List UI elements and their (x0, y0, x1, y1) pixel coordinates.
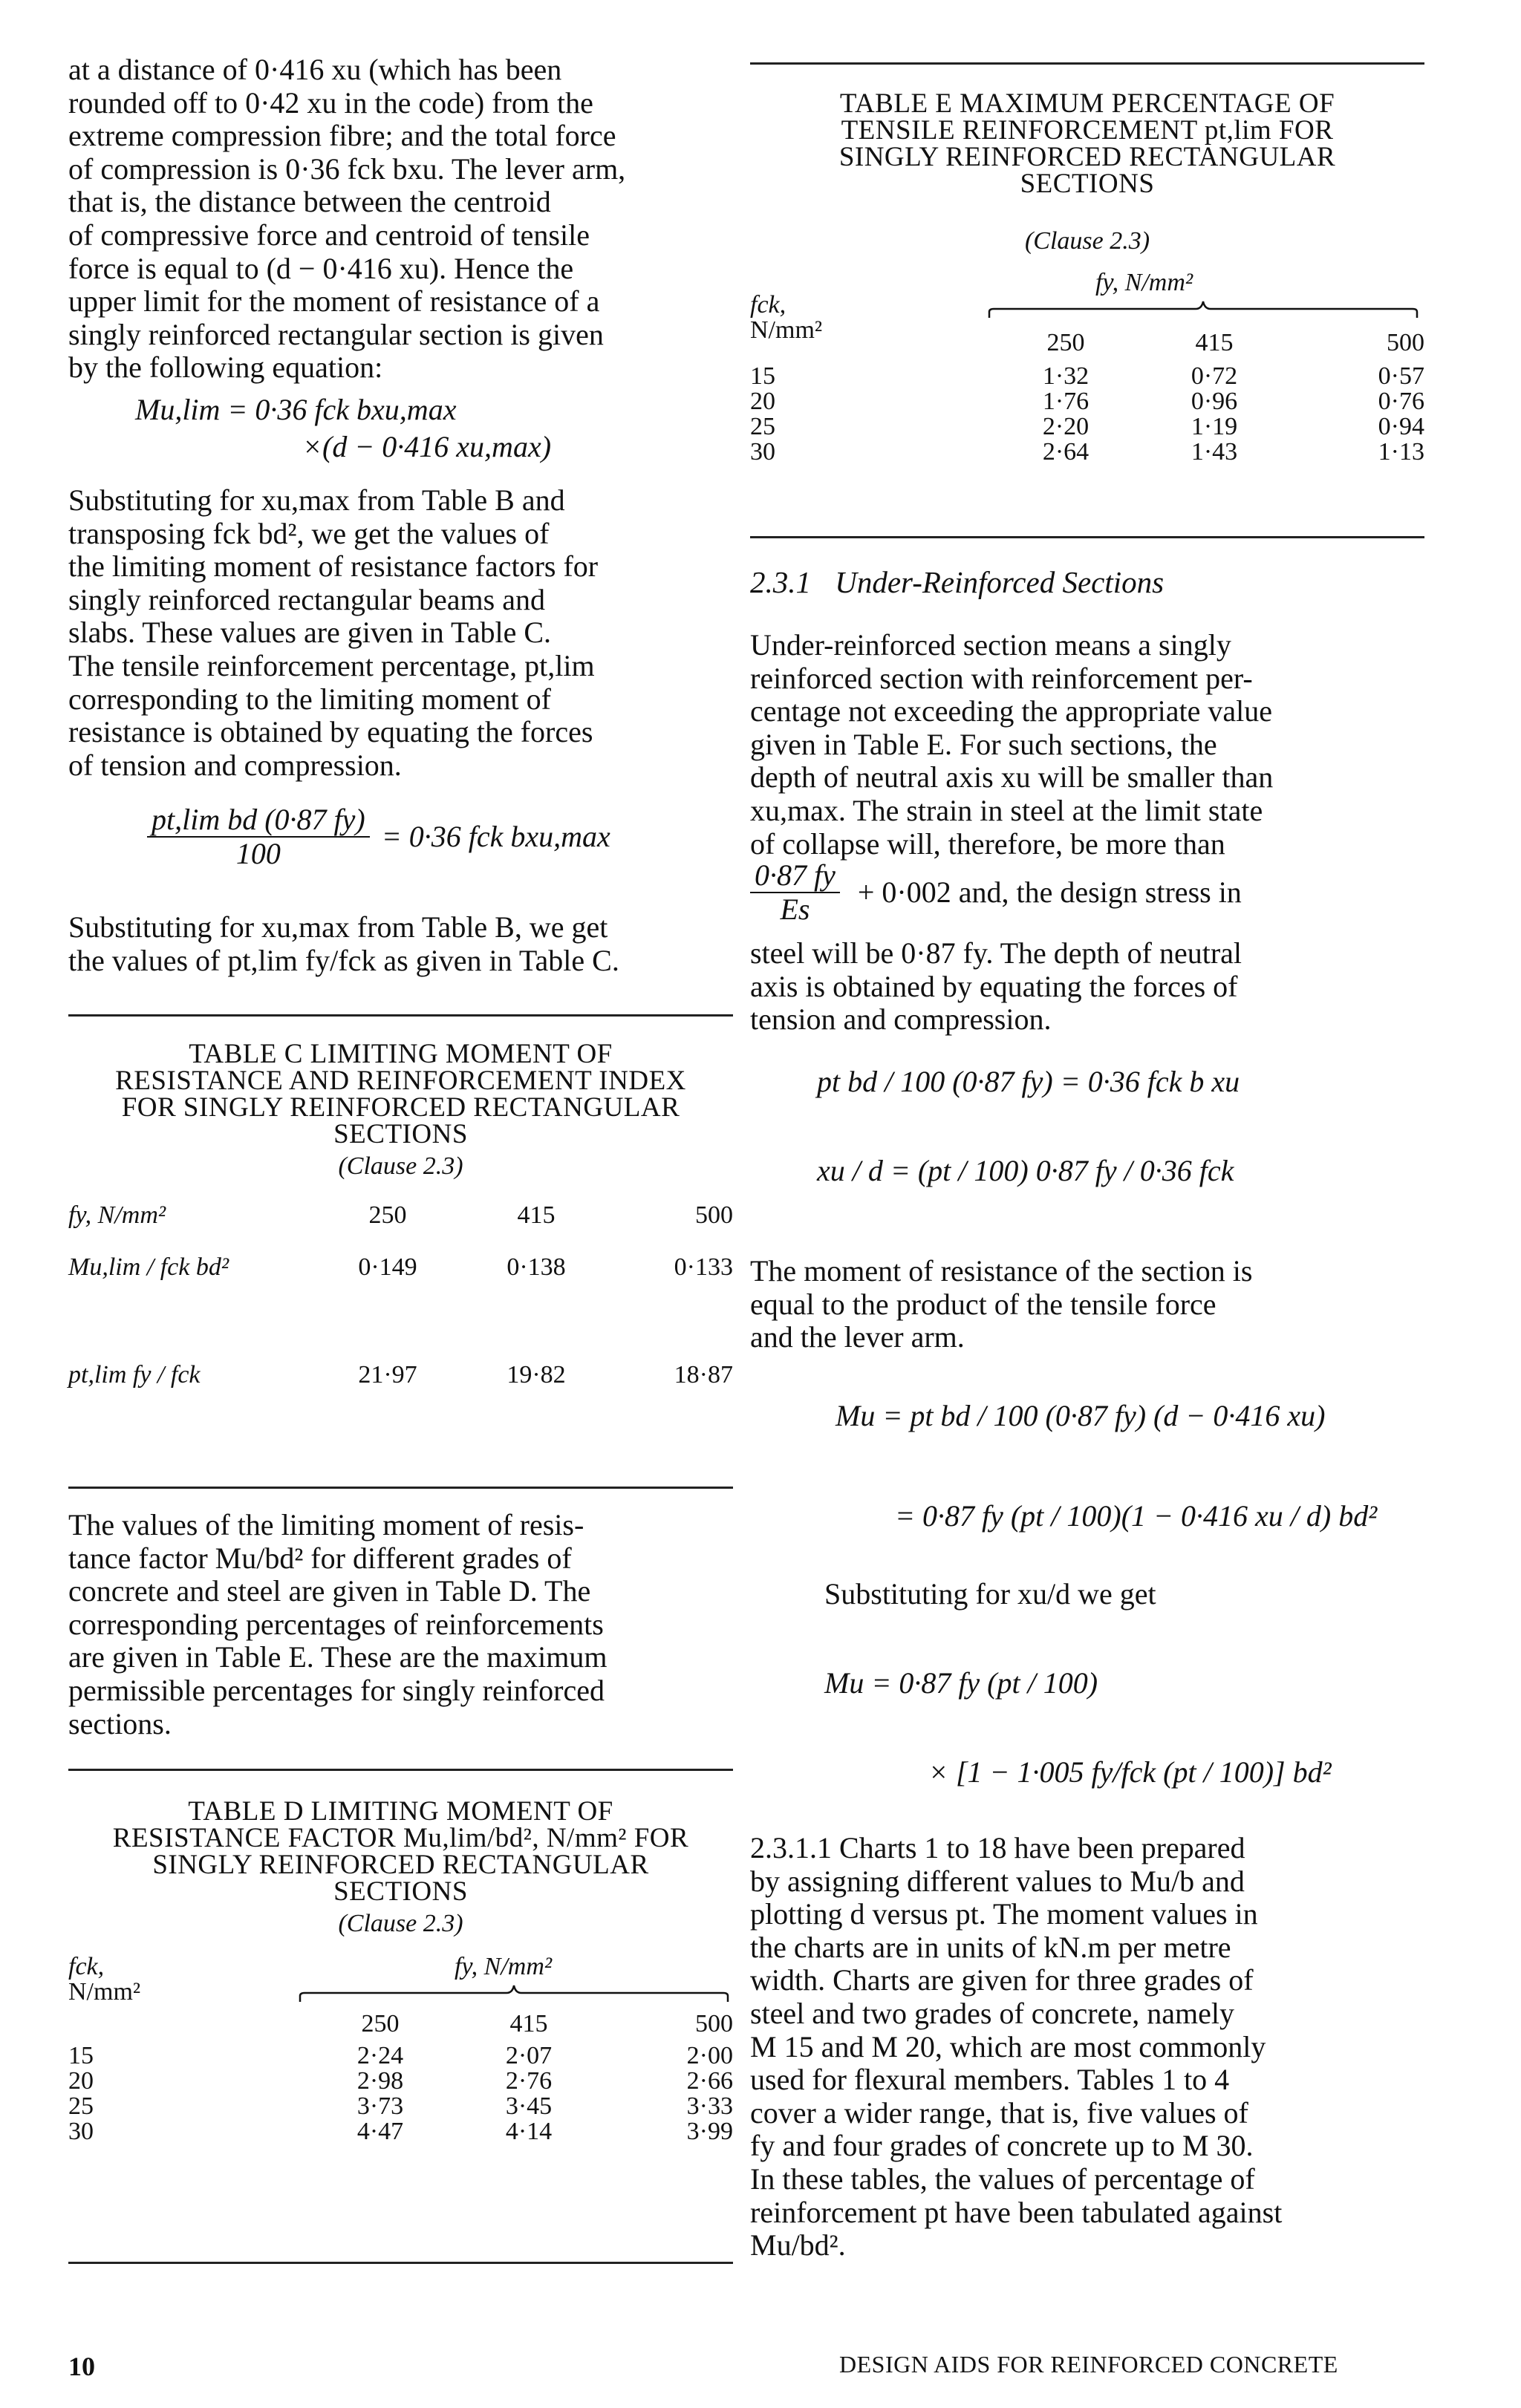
row-header-unit: N/mm² (68, 1978, 141, 2006)
text-line: tension and compression. (750, 1002, 1052, 1037)
equation-rhs: = 0·36 fck bxu,max (381, 820, 610, 853)
table-e (750, 88, 1424, 514)
fraction (750, 859, 840, 926)
text-line: and the lever arm. (750, 1320, 965, 1354)
equation-neutral-axis-ratio: xu / d = (pt / 100) 0·87 fy / 0·36 fck (817, 1154, 1234, 1187)
column-header: fy, N/mm² (455, 1953, 553, 1980)
table-row (68, 2119, 733, 2144)
table-d (68, 1798, 733, 2190)
text-line: the values of pt,lim fy/fck as given in Table C. (68, 943, 619, 977)
equation-force-balance (143, 803, 610, 870)
text-line: of collapse will, therefore, be more than (750, 826, 1225, 861)
table-cell: 1·76 (1042, 388, 1090, 415)
row-header: fck, (750, 291, 786, 319)
text-line: plotting d versus pt. The moment values in (750, 1897, 1258, 1931)
caption-line: TABLE D LIMITING MOMENT OF (188, 1796, 613, 1827)
text-line: corresponding percentages of reinforcements (68, 1607, 604, 1641)
text-line: The values of the limiting moment of resis- (68, 1508, 584, 1541)
table-cell: 0·57 (1378, 362, 1424, 390)
table-e-caption (750, 88, 1424, 199)
column-label: 500 (1387, 329, 1424, 356)
table-cell: 25 (68, 2092, 94, 2120)
empty-cell (68, 2005, 313, 2043)
table-d-grid (68, 2005, 733, 2144)
column-label: 415 (509, 2010, 548, 2037)
text-line: In these tables, the values of percentage of (750, 2161, 1255, 2196)
text-line: xu,max. The strain in steel at the limit state (750, 793, 1263, 827)
table-cell: 0·72 (1191, 362, 1238, 390)
table-cell: 0·96 (1191, 388, 1238, 415)
table-cell: 3·73 (356, 2092, 404, 2120)
table-cell: 20 (68, 2067, 94, 2095)
divider (68, 1487, 733, 1489)
text-line: are given in Table E. These are the maximum (68, 1640, 608, 1674)
equation-mu-expanded: = 0·87 fy (pt / 100)(1 − 0·416 xu / d) bd² (895, 1499, 1378, 1533)
text-line: reinforcement pt have been tabulated against (750, 2195, 1283, 2229)
table-e-clause: (Clause 2.3) (1024, 227, 1150, 255)
table-c-clause: (Clause 2.3) (338, 1152, 463, 1180)
table-cell: 1·13 (1378, 438, 1424, 466)
text-line: width. Charts are given for three grades of (750, 1963, 1254, 1997)
text-line: the limiting moment of resistance factors for (68, 549, 599, 584)
table-cell: 3·45 (505, 2092, 553, 2120)
equation-mu-final-line2: × [1 − 1·005 fy/fck (pt / 100)] bd² (928, 1755, 1332, 1789)
caption-line: TABLE E MAXIMUM PERCENTAGE OF (839, 88, 1335, 119)
table-cell: 500 (695, 1201, 733, 1229)
fraction-numerator: 0·87 fy (750, 859, 840, 893)
text-line: permissible percentages for singly reinforced (68, 1673, 605, 1707)
table-cell: 2·76 (505, 2067, 553, 2095)
section-number: 2.3.1 (750, 565, 811, 599)
text-line: force is equal to (d − 0·416 xu). Hence the (68, 251, 574, 285)
text-line: tance factor Mu/bd² for different grades of (68, 1541, 572, 1575)
text-line: by the following equation: (68, 350, 383, 385)
table-cell: 1·19 (1191, 413, 1238, 440)
text-line: Substituting for xu,max from Table B and (68, 483, 565, 517)
section-heading (750, 564, 1164, 600)
table-cell: 2·66 (686, 2067, 733, 2095)
row-label: pt,lim fy / fck (68, 1361, 201, 1389)
column-label: 250 (1046, 329, 1085, 356)
table-cell: 25 (750, 413, 775, 440)
substituting-line: Substituting for xu/d we get (824, 1577, 1156, 1611)
table-row (750, 389, 1424, 414)
row-label: Mu,lim / fck bd² (68, 1253, 229, 1281)
text-line: axis is obtained by equating the forces of (750, 969, 1238, 1003)
table-cell: 15 (750, 362, 775, 390)
table-d-clause: (Clause 2.3) (338, 1910, 463, 1937)
table-cell: 0·149 (358, 1253, 417, 1281)
divider (68, 1014, 733, 1017)
paragraph-design-stress (750, 937, 1424, 1037)
text-line: steel and two grades of concrete, namely (750, 1996, 1234, 2030)
equation-mu-lim-line2: ×(d − 0·416 xu,max) (302, 430, 552, 463)
table-cell: 0·94 (1378, 413, 1424, 440)
text-line: that is, the distance between the centroid (68, 185, 551, 219)
table-cell: 3·99 (686, 2118, 733, 2145)
text-line: upper limit for the moment of resistance of a (68, 284, 600, 319)
table-c (68, 1041, 733, 1429)
table-cell: 21·97 (358, 1361, 417, 1389)
caption-line: TENSILE REINFORCEMENT pt,lim FOR (841, 115, 1334, 146)
table-c-grid (68, 1203, 733, 1429)
text-line: reinforced section with reinforcement per- (750, 661, 1253, 695)
table-cell: 2·00 (686, 2042, 733, 2069)
caption-line: RESISTANCE FACTOR Mu,lim/bd², N/mm² FOR (112, 1823, 689, 1853)
column-label: 250 (361, 2010, 400, 2037)
fraction-numerator: pt,lim bd (0·87 fy) (147, 803, 370, 838)
column-brace (299, 1983, 729, 2005)
caption-line: SECTIONS (333, 1119, 468, 1149)
table-row (750, 440, 1424, 465)
paragraph-under-reinforced (750, 629, 1424, 861)
divider (750, 536, 1424, 538)
text-line: at a distance of 0·416 xu (which has been (68, 53, 562, 86)
fraction-denominator: Es (780, 893, 810, 926)
paragraph-limiting-values (68, 1509, 733, 1740)
equation-mu-final-line1: Mu = 0·87 fy (pt / 100) (824, 1666, 1098, 1700)
row-header-unit: N/mm² (750, 316, 823, 344)
divider (68, 2262, 733, 2264)
text-line: singly reinforced rectangular section is given (68, 317, 604, 351)
table-cell: 250 (368, 1201, 407, 1229)
text-line: of tension and compression. (68, 748, 402, 782)
paragraph-substituting (68, 484, 733, 782)
text-line: used for flexural members. Tables 1 to 4 (750, 2063, 1230, 2097)
text-line: slabs. These values are given in Table C. (68, 616, 551, 650)
table-row (68, 2094, 733, 2119)
table-row (68, 1255, 733, 1363)
text-line: extreme compression fibre; and the total force (68, 119, 616, 153)
text-line: concrete and steel are given in Table D. The (68, 1574, 591, 1608)
text-line: fy and four grades of concrete up to M 30. (750, 2129, 1254, 2163)
text-line: cover a wider range, that is, five values of (750, 2095, 1248, 2130)
text-line: The tensile reinforcement percentage, pt,lim (68, 648, 595, 682)
caption-line: SINGLY REINFORCED RECTANGULAR (838, 142, 1336, 172)
text-line: of compressive force and centroid of tensile (68, 218, 590, 252)
paragraph-moment-of-resistance (750, 1255, 1424, 1354)
table-cell: 1·32 (1042, 362, 1090, 390)
column-brace (988, 298, 1419, 321)
table-cell: 2·98 (356, 2067, 404, 2095)
text-line: Mu/bd². (750, 2228, 846, 2262)
column-label: 415 (1195, 329, 1234, 356)
paragraph-table-c-ref (68, 911, 733, 977)
caption-line: SECTIONS (1020, 169, 1155, 199)
divider (750, 62, 1424, 65)
table-cell: 0·76 (1378, 388, 1424, 415)
table-cell: 0·138 (507, 1253, 566, 1281)
caption-line: RESISTANCE AND REINFORCEMENT INDEX (115, 1066, 686, 1096)
section-title: Under-Reinforced Sections (835, 565, 1165, 599)
table-cell: 15 (68, 2042, 94, 2069)
text-line: Substituting for xu,max from Table B, we get (68, 910, 608, 944)
text-line: corresponding to the limiting moment of (68, 682, 551, 716)
fraction (147, 803, 370, 870)
intro-paragraph (68, 53, 733, 385)
text-line: 2.3.1.1 Charts 1 to 18 have been prepared (750, 1831, 1245, 1864)
text-line: Under-reinforced section means a singly (750, 628, 1231, 662)
table-cell: 2·64 (1042, 438, 1090, 466)
table-row (750, 414, 1424, 440)
fraction-denominator: 100 (235, 837, 281, 870)
table-cell: 2·20 (1042, 413, 1090, 440)
table-cell: 0·133 (674, 1253, 733, 1281)
text-line: equal to the product of the tensile force (750, 1287, 1217, 1321)
text-line: singly reinforced rectangular beams and (68, 582, 545, 616)
equation-force-equilibrium: pt bd / 100 (0·87 fy) = 0·36 fck b xu (817, 1065, 1240, 1098)
text-line: steel will be 0·87 fy. The depth of neutral (750, 936, 1242, 970)
table-cell: 30 (750, 438, 775, 466)
table-cell: 19·82 (507, 1361, 566, 1389)
text-line: of compression is 0·36 fck bxu. The lever arm, (68, 151, 626, 186)
table-row (68, 2043, 733, 2069)
table-d-body (68, 1953, 733, 2190)
text-line: transposing fck bd², we get the values of (68, 516, 550, 550)
table-cell: 2·24 (356, 2042, 404, 2069)
caption-line: TABLE C LIMITING MOMENT OF (189, 1039, 613, 1069)
text-line: depth of neutral axis xu will be smaller than (750, 760, 1274, 794)
text-line: The moment of resistance of the section is (750, 1254, 1253, 1288)
table-row (68, 2069, 733, 2094)
table-c-caption (68, 1041, 733, 1148)
table-cell: 18·87 (674, 1361, 733, 1389)
column-label: 500 (695, 2010, 733, 2037)
table-cell: 415 (517, 1201, 556, 1229)
table-row (68, 1203, 733, 1255)
text-line: sections. (68, 1706, 172, 1740)
running-title: DESIGN AIDS FOR REINFORCED CONCRETE (839, 2351, 1338, 2378)
text-line: the charts are in units of kN.m per metre (750, 1930, 1231, 1964)
table-row (68, 1363, 733, 1429)
table-cell: 1·43 (1191, 438, 1238, 466)
caption-line: SINGLY REINFORCED RECTANGULAR (152, 1850, 649, 1880)
table-cell: 4·47 (356, 2118, 404, 2145)
text-line: rounded off to 0·42 xu in the code) from the (68, 85, 593, 120)
row-label: fy, N/mm² (68, 1201, 166, 1229)
text-line: M 15 and M 20, which are most commonly (750, 2029, 1266, 2063)
table-header-row (750, 322, 1424, 364)
text-line: given in Table E. For such sections, the (750, 727, 1217, 761)
row-header: fck, (68, 1953, 105, 1980)
table-cell: 20 (750, 388, 775, 415)
table-e-body (750, 269, 1424, 514)
text-line: centage not exceeding the appropriate value (750, 694, 1272, 728)
equation-mu: Mu = pt bd / 100 (0·87 fy) (d − 0·416 xu) (836, 1399, 1326, 1432)
table-cell: 30 (68, 2118, 94, 2145)
text-line: resistance is obtained by equating the forces (68, 715, 593, 749)
paragraph-charts (750, 1832, 1424, 2262)
table-d-caption (68, 1798, 733, 1905)
column-header: fy, N/mm² (1095, 269, 1193, 296)
table-e-grid (750, 322, 1424, 465)
table-row (750, 364, 1424, 389)
table-cell: 3·33 (686, 2092, 733, 2120)
strain-rest: + 0·002 and, the design stress in (857, 875, 1242, 909)
table-cell: 4·14 (505, 2118, 553, 2145)
text-line: by assigning different values to Mu/b and (750, 1864, 1245, 1898)
page-number: 10 (68, 2352, 95, 2381)
caption-line: SECTIONS (333, 1876, 468, 1907)
equation-mu-lim-line1: Mu,lim = 0·36 fck bxu,max (135, 393, 457, 426)
caption-line: FOR SINGLY REINFORCED RECTANGULAR (121, 1092, 680, 1123)
strain-expression (750, 859, 1424, 926)
empty-cell (750, 322, 1003, 364)
divider (68, 1769, 733, 1771)
table-cell: 2·07 (505, 2042, 553, 2069)
table-header-row (68, 2005, 733, 2043)
